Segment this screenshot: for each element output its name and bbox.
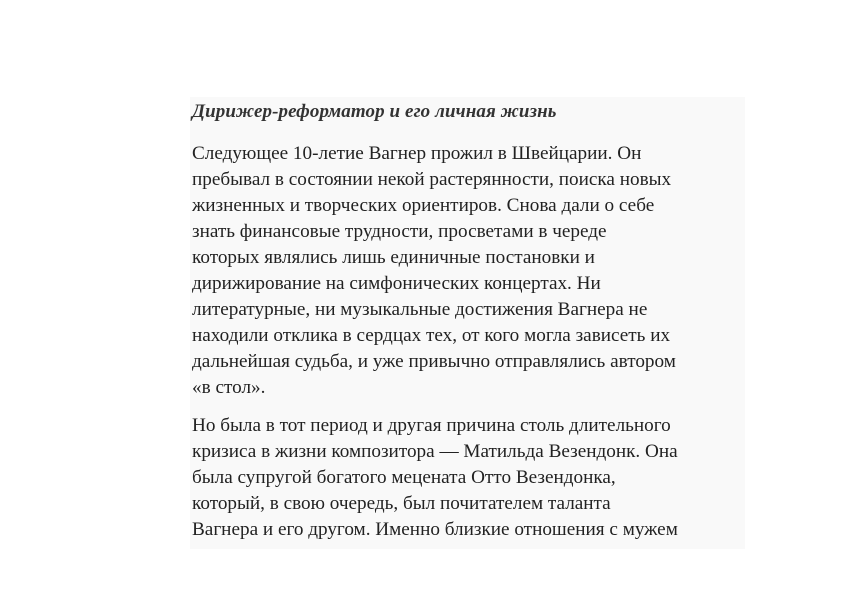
paragraph-line: который, в свою очередь, был почитателем таланта (192, 493, 611, 514)
paragraph-line: жизненных и творческих ориентиров. Снова дали о себе (192, 195, 655, 216)
paragraph-line: дальнейшая судьба, и уже привычно отправлялись автором (192, 351, 676, 372)
article-paragraph-1 (192, 141, 745, 401)
paragraph-line: Вагнера и его другом. Именно близкие отношения с мужем (192, 519, 678, 540)
article-text-block (190, 97, 745, 549)
paragraph-line: дирижирование на симфонических концертах. Ни (192, 273, 601, 294)
article-paragraph-2 (192, 413, 745, 543)
paragraph-line: знать финансовые трудности, просветами в череде (192, 221, 607, 242)
paragraph-line: была супругой богатого мецената Отто Везендонка, (192, 467, 616, 488)
paragraph-line: кризиса в жизни композитора — Матильда Везендонк. Она (192, 441, 678, 462)
paragraph-line: литературные, ни музыкальные достижения Вагнера не (192, 299, 648, 320)
paragraph-line: пребывал в состоянии некой растерянности, поиска новых (192, 169, 672, 190)
article-heading: Дирижер-реформатор и его личная жизнь (192, 101, 557, 122)
paragraph-line: Но была в тот период и другая причина столь длительного (192, 415, 671, 436)
paragraph-line: Следующее 10-летие Вагнер прожил в Швейцарии. Он (192, 143, 642, 164)
paragraph-line: находили отклика в сердцах тех, от кого могла зависеть их (192, 325, 671, 346)
paragraph-line: которых являлись лишь единичные постановки и (192, 247, 595, 268)
paragraph-line: «в стол». (192, 377, 266, 398)
